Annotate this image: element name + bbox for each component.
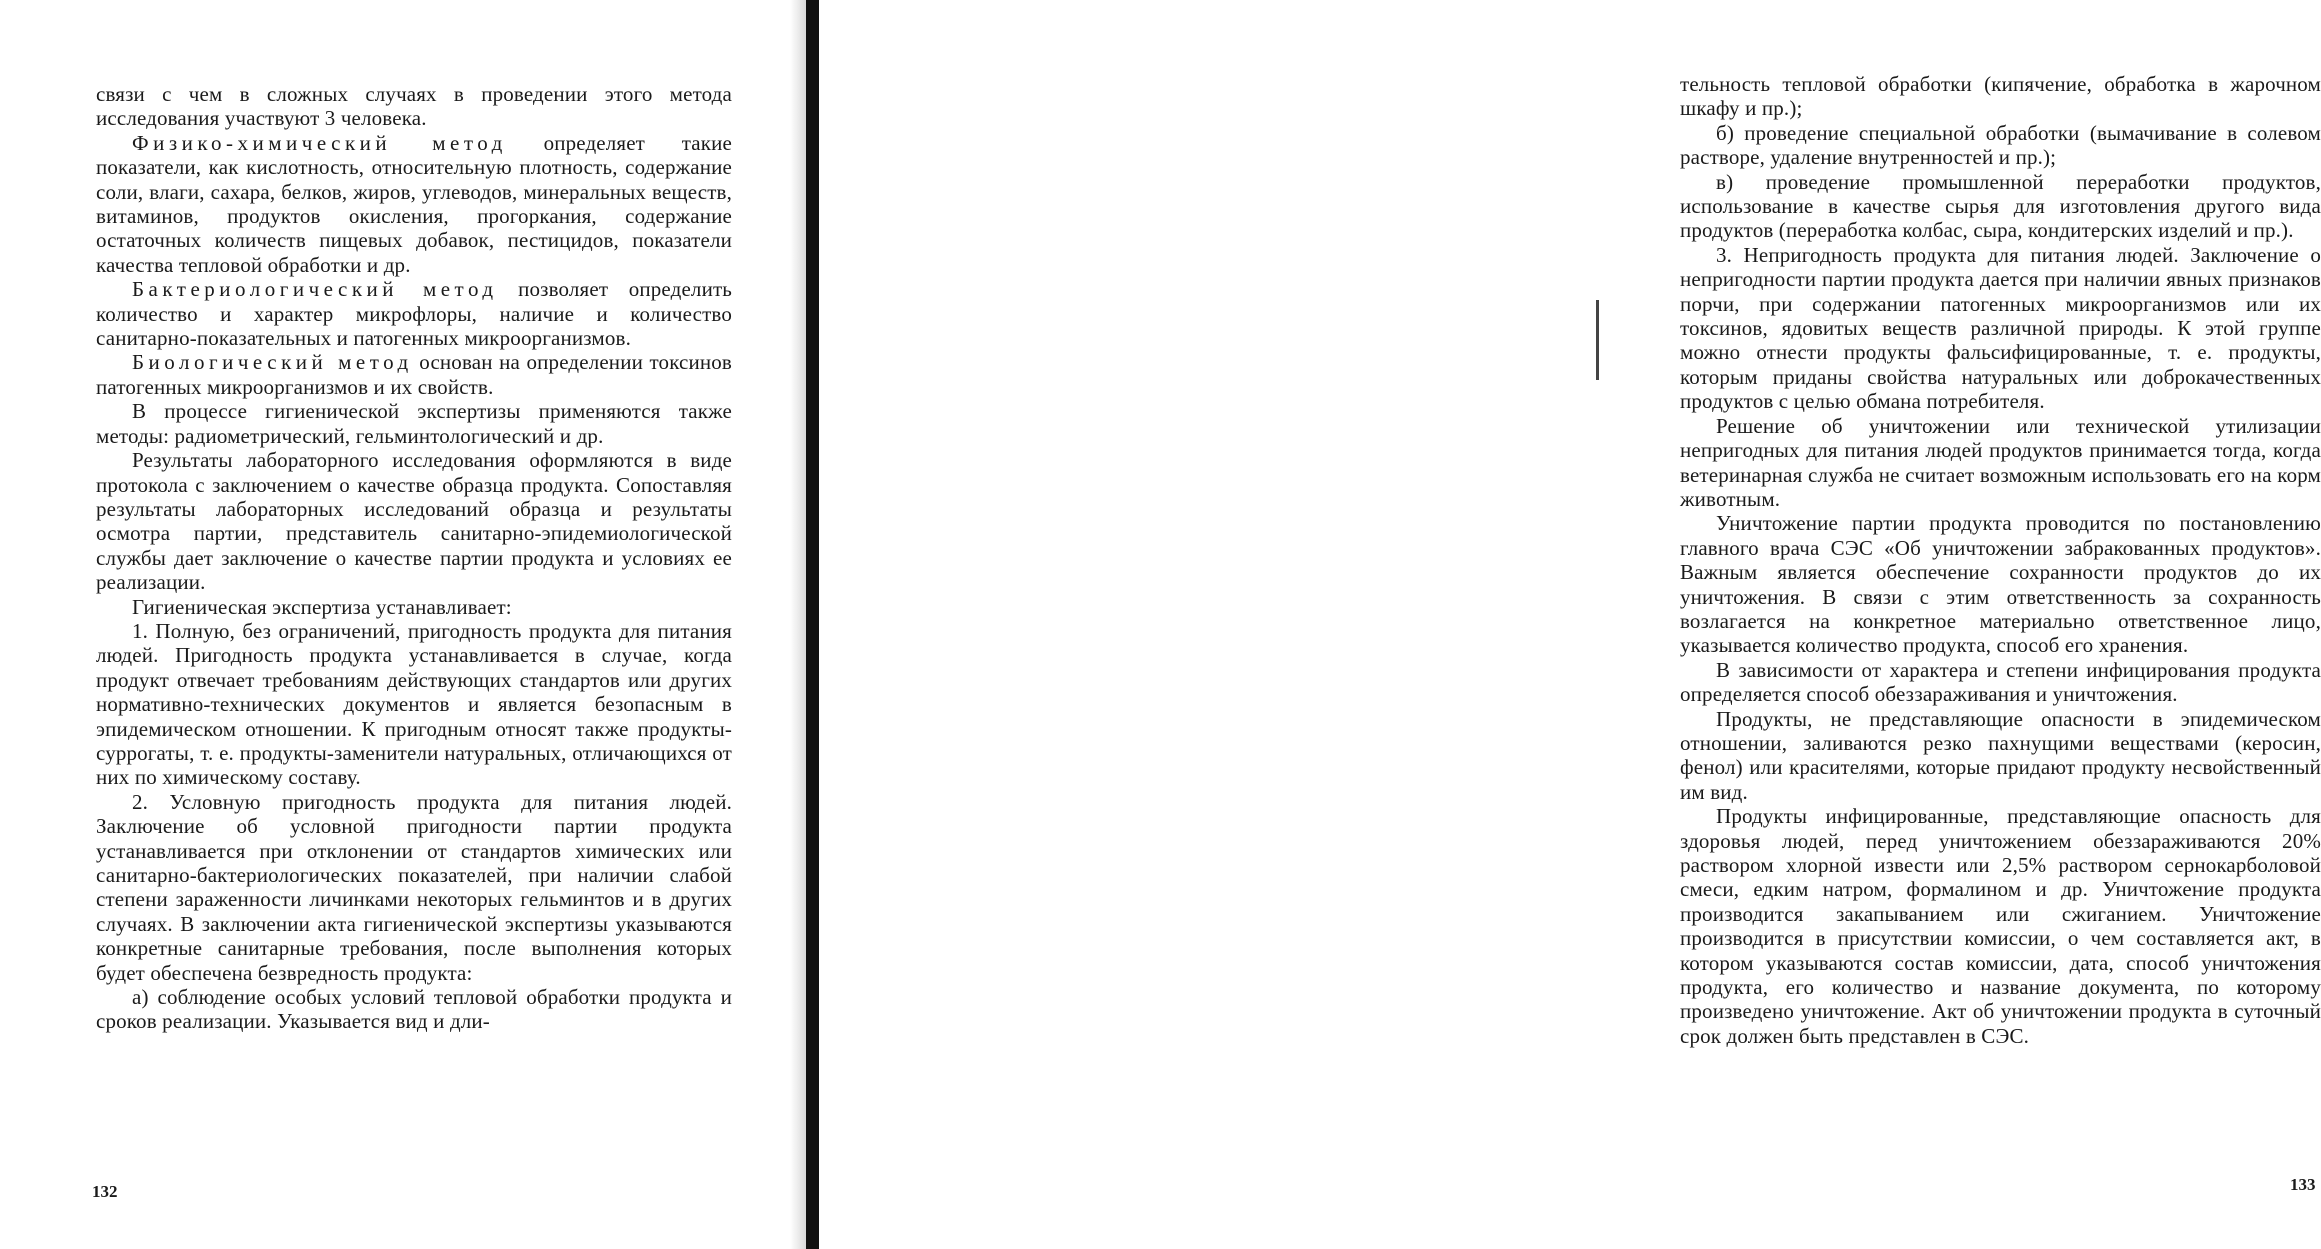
page-edge-mark [1596,300,1599,380]
paragraph: Продукты инфицированные, представляющие опасность для здоровья людей, перед уничтожением обеззараживаются 20% раствором хлорной извести или 2,5% раствором сернокарболовой смеси, едким натром, формалином и др. Уничтожение продукта производится закапыванием или сжиганием. Уничтожение производится в присутствии комиссии, о чем составляется акт, в котором указываются состав комиссии, дата, способ уничтожения продукта, его количество и название документа, по которому произведено уничтожение. Акт об уничтожении продукта в суточный срок должен быть представлен в СЭС. [1680,804,2321,1048]
paragraph: в) проведение промышленной переработки продуктов, использование в качестве сырья для изготовления другого вида продуктов (переработка колбас, сыра, кондитерских изделий и пр.). [1680,169,2321,243]
paragraph: В зависимости от характера и степени инфицирования продукта определяется способ обеззараживания и уничтожения. [1680,657,2321,707]
paragraph: Физико-химический метод определяет такие показатели, как кислотность, относительную плотность, содержание соли, влаги, сахара, белков, жиров, углеводов, минеральных веществ, витаминов, продуктов окисления, прогоркания, содержание остаточных количеств пищевых добавок, пестицидов, показатели качества тепловой обработки и др. [96,130,732,277]
paragraph: Гигиеническая экспертиза устанавливает: [132,594,512,619]
right-page-text [1680,72,2321,1048]
paragraph: Уничтожение партии продукта проводится по постановлению главного врача СЭС «Об уничтожении забракованных продуктов». Важным является обеспечение сохранности продуктов до их уничтожения. В связи с этим ответственность за сохранность возлагается на конкретное материально ответственное лицо, указывается количество продукта, способ его хранения. [1680,511,2321,658]
left-page [0,0,790,1249]
page-number: 133 [2290,1175,2316,1194]
paragraph: связи с чем в сложных случаях в проведении этого метода исследования участвуют 3 человека. [96,82,732,131]
paragraph: а) соблюдение особых условий тепловой обработки продукта и сроков реализации. Указывается вид и дли- [96,985,732,1034]
paragraph: Решение об уничтожении или технической утилизации непригодных для питания людей продуктов принимается тогда, когда ветеринарная служба не считает возможным использовать его на корм животным. [1680,413,2321,511]
paragraph: 1. Полную, без ограничений, пригодность продукта для питания людей. Пригодность продукта устанавливается в случае, когда продукт отвечает требованиям действующих стандартов или других нормативно-технических документов и является безопасным в эпидемическом отношении. К пригодным относят также продукты-суррогаты, т. е. продукты-заменители натуральных, отличающихся от них по химическому составу. [96,618,732,790]
paragraph: Биологический метод основан на определении токсинов патогенных микроорганизмов и их свойств. [96,350,732,399]
paragraph: Бактериологический метод позволяет определить количество и характер микрофлоры, наличие и количество санитарно-показательных и патогенных микроорганизмов. [96,277,733,351]
paragraph: В процессе гигиенической экспертизы применяются также методы: радиометрический, гельминтологический и др. [96,399,732,448]
paragraph: б) проведение специальной обработки (вымачивание в солевом растворе, удаление внутренностей и пр.); [1680,120,2321,170]
paragraph: Продукты, не представляющие опасности в эпидемическом отношении, заливаются резко пахнущими веществами (керосин, фенол) или красителями, которые придают продукту несвойственный им вид. [1680,706,2321,804]
left-page-text [96,82,732,1034]
method-term: Биологический метод [132,350,413,375]
paragraph: 3. Непригодность продукта для питания людей. Заключение о непригодности партии продукта дается при наличии явных признаков порчи, при содержании патогенных микроорганизмов или их токсинов, ядовитых веществ различной природы. К этой группе можно отнести продукты фальсифицированные, т. е. продукты, которым приданы свойства натуральных или доброкачественных продуктов с целью обмана потребителя. [1680,242,2321,414]
paragraph: тельность тепловой обработки (кипячение, обработка в жарочном шкафу и пр.); [1680,72,2321,121]
method-term: Физико-химический метод [132,130,507,155]
right-page [790,0,2321,1249]
paragraph: Результаты лабораторного исследования оформляются в виде протокола с заключением о качестве образца продукта. Сопоставляя результаты лабораторных исследований образца и результаты осмотра партии, представитель санитарно-эпидемиологической службы дает заключение о качестве партии продукта и условиях ее реализации. [96,448,732,595]
paragraph: 2. Условную пригодность продукта для питания людей. Заключение об условной пригодности партии продукта устанавливается при отклонении от стандартов химических или санитарно-бактериологических показателей, при наличии слабой степени зараженности личинками некоторых гельминтов и в других случаях. В заключении акта гигиенической экспертизы указываются конкретные санитарные требования, после выполнения которых будет обеспечена безвредность продукта: [96,789,732,985]
page-number: 132 [92,1182,118,1201]
method-term: Бактериологический метод [132,277,498,302]
